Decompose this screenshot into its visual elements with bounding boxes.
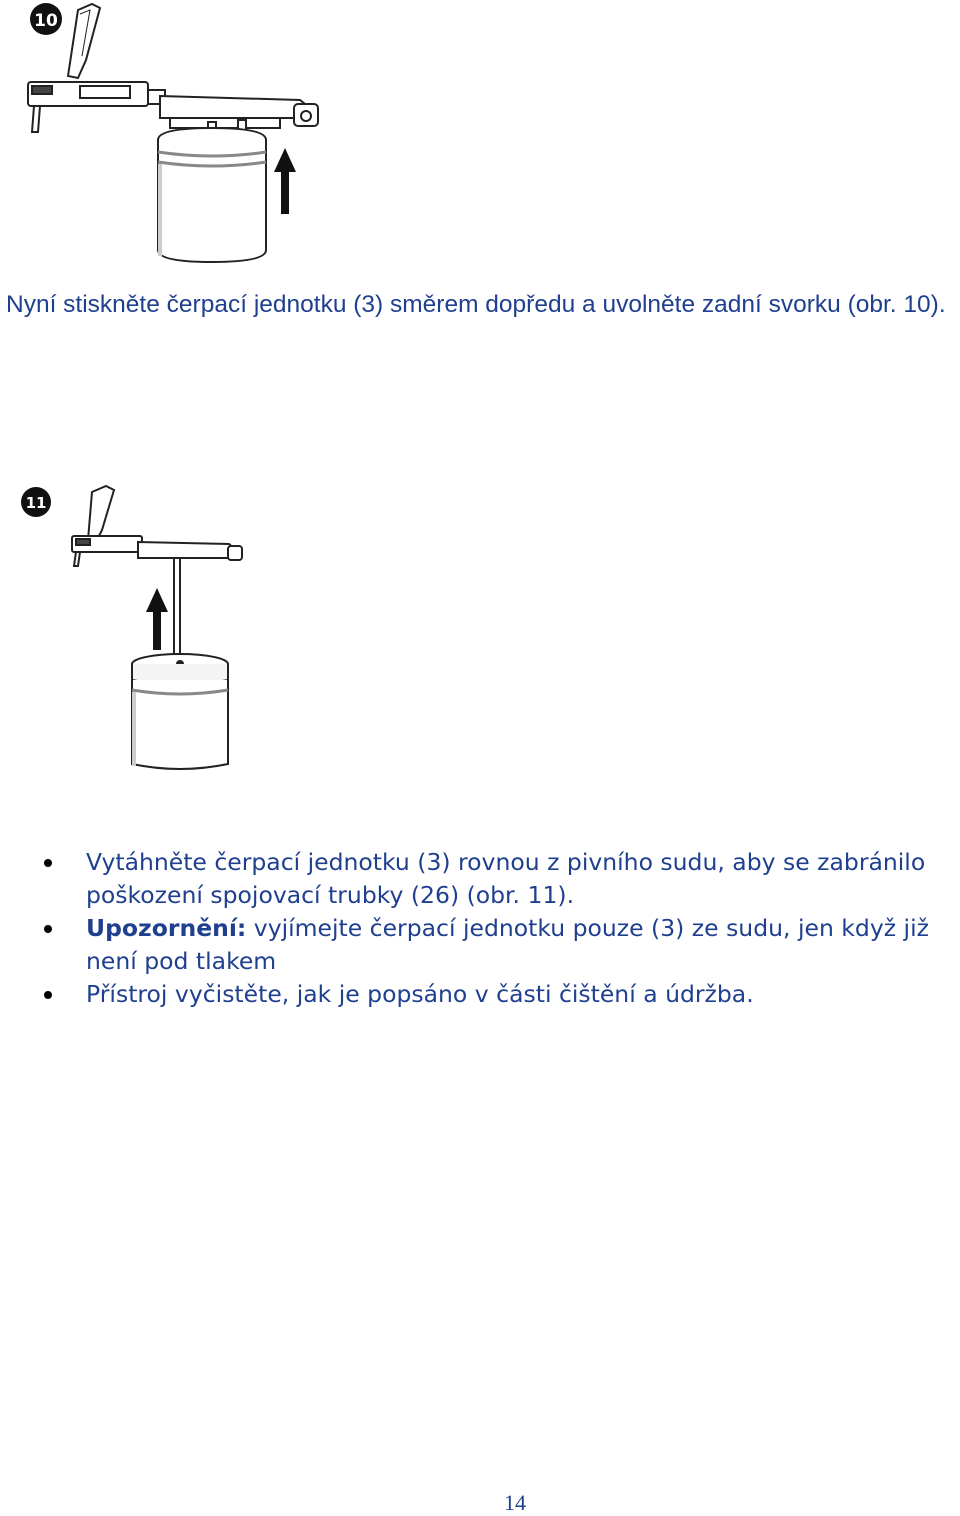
tap-handle-icon <box>68 4 100 78</box>
arrow-up-icon <box>274 148 296 214</box>
connecting-tube-icon <box>174 558 180 658</box>
bullet-text: Přístroj vyčistěte, jak je popsáno v části čištění a údržba. <box>86 980 754 1008</box>
pump-unit-icon <box>28 82 318 132</box>
keg-icon <box>158 128 266 262</box>
bullet-item-warning <box>0 912 960 978</box>
bullet-text: vyjímejte čerpací jednotku pouze (3) ze sudu, jen když již není pod tlakem <box>86 914 929 975</box>
keg-icon <box>132 654 228 769</box>
figure-11-illustration <box>14 478 254 780</box>
bullet-icon <box>44 859 52 867</box>
bullet-item <box>0 978 960 1011</box>
bullet-item <box>0 846 960 912</box>
svg-text:11: 11 <box>25 494 47 512</box>
bullet-icon <box>44 925 52 933</box>
svg-text:10: 10 <box>34 11 58 31</box>
arrow-up-icon <box>146 588 168 650</box>
pump-unit-icon <box>72 536 242 566</box>
bullet-text: Vytáhněte čerpací jednotku (3) rovnou z pivního sudu, aby se zabránilo poškození spojovací trubky (26) (obr. 11). <box>86 848 926 909</box>
bullet-icon <box>44 991 52 999</box>
warning-label: Upozornění: <box>86 914 247 942</box>
figure-badge-11 <box>21 487 51 517</box>
tap-handle-icon <box>88 486 114 542</box>
instruction-paragraph: Nyní stiskněte čerpací jednotku (3) směrem dopředu a uvolněte zadní svorku (obr. 10). <box>6 291 946 318</box>
bullet-list <box>0 846 960 1011</box>
figure-badge-10 <box>30 3 62 35</box>
figure-10-illustration <box>20 0 340 270</box>
page-number: 14 <box>504 1490 526 1515</box>
